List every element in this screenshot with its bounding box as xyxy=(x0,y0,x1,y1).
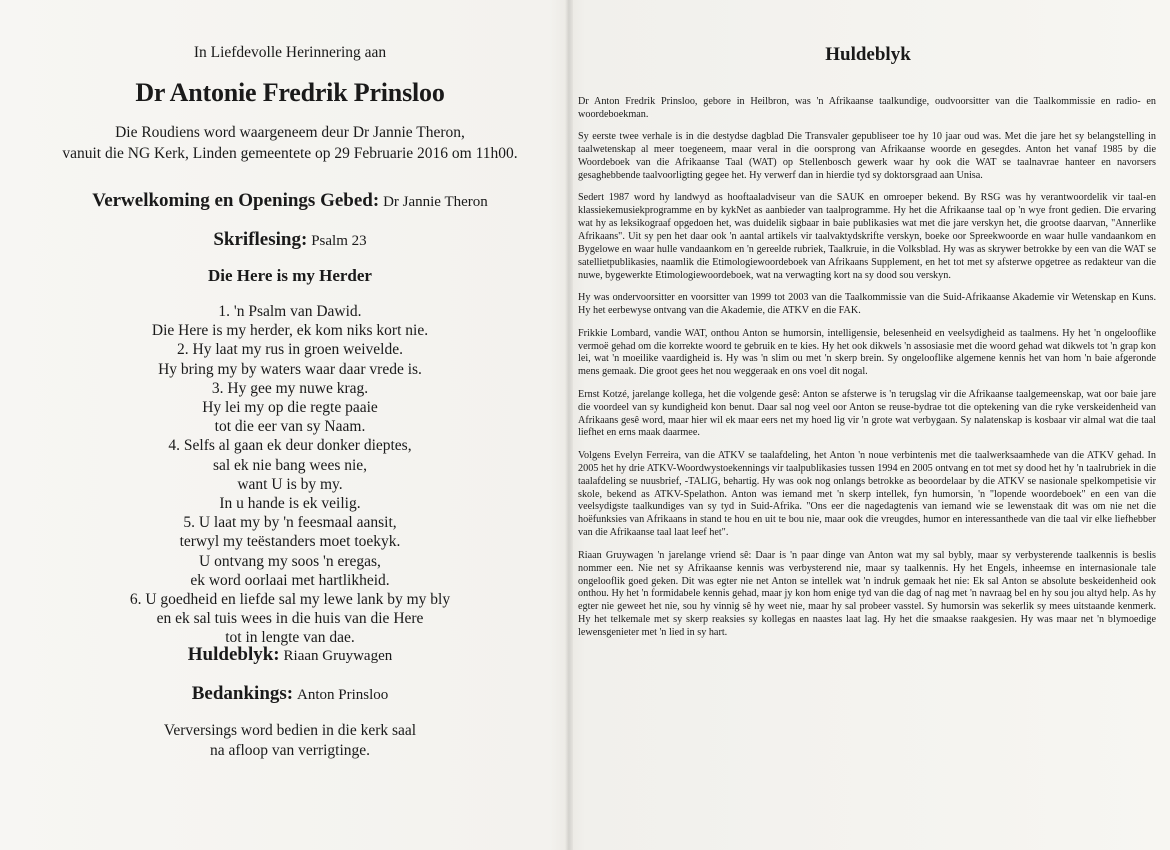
footer-line: na afloop van verrigtinge. xyxy=(209,742,371,759)
page-fold xyxy=(565,0,573,850)
tribute-paragraph: Hy was ondervoorsitter en voorsitter van 1999 tot 2003 van die Taalkommissie van die Suid-Afrikaanse Akademie vir Wetenskap en Kuns. Hy het eerbewyse ontvang van die Akademie, die ATKV en die FAK. xyxy=(578,292,1156,317)
psalm-line: 3. Hy gee my nuwe krag. xyxy=(211,379,369,397)
tribute-text xyxy=(578,96,1156,650)
psalm-line: want U is by my. xyxy=(237,475,343,493)
tribute-paragraph: Dr Anton Fredrik Prinsloo, gebore in Heilbron, was 'n Afrikaanse taalkundige, oudvoorsitter van die Taalkommissie en radio- en woordeboekman. xyxy=(578,96,1156,120)
tribute-label: Huldeblyk: xyxy=(187,644,280,665)
thanks-section xyxy=(20,683,560,705)
psalm-line: tot die eer van sy Naam. xyxy=(214,418,366,436)
psalm-line: 4. Selfs al gaan ek deur donker dieptes, xyxy=(168,437,412,455)
psalm-line: Die Here is my herder, ek kom niks kort nie. xyxy=(151,322,429,340)
service-details xyxy=(20,122,560,164)
tribute-paragraph: Riaan Gruywagen 'n jarelange vriend sê: Daar is 'n paar dinge van Anton wat my sal bybly, maar sy verbysterende taalkennis is beslis nommer een. Nie net sy Afrikaanse kennis was verbysterend nie, maar sy taalkennis. Hy het Engels, inheemse en internasionale tale ongelooflik goed geken. Dit was egter nie net Anton se intellek wat 'n indruk gemaak het nie: Ek sal Anton se absolute beskeidenheid ook onthou. Hy het 'n formidabele kennis gehad, maar jy kon hom enige tyd van die dag of nag met 'n navraag bel en hy sou jou altyd help. As hy egter nie geweet het nie, sou hy vinnig sê hy weet nie, maar hy sal probeer vasstel. Sy humorsin was sekerlik sy mees uitstaande kenmerk. Hy het telkemale met sy skerp reaksies sy kollegas en naastes laat lag. Hy het die smaakse raakgesien. Hy was maar net 'n blymoedige lewensgenieter met 'n lied in sy hart. xyxy=(578,549,1156,639)
tribute-title: Huldeblyk xyxy=(825,44,911,65)
welcome-section xyxy=(20,190,560,212)
program-page xyxy=(20,0,560,850)
reading-value: Psalm 23 xyxy=(311,233,367,249)
tribute-paragraph: Ernst Kotzé, jarelange kollega, het die volgende gesê: Anton se afsterwe is 'n terugslag vir die Afrikaanse taalgemeenskap, wat oor baie jare die voordeel van sy kundigheid kon benut. Daar sal nog veel oor Anton se reuse-bydrae tot die optekening van die ryke verskeidenheid van Afrikaans gesê word, maar hier wil ek maar eers net my hoed lig vir 'n grote wat verbygaan. Sy nalatenskap is kosbaar vir almal wat die taal liefhet en erns maak daarmee. xyxy=(578,388,1156,439)
psalm-line: Hy bring my by waters waar daar vrede is. xyxy=(158,360,422,378)
welcome-label: Verwelkoming en Openings Gebed: xyxy=(92,190,380,211)
tribute-value: Riaan Gruywagen xyxy=(283,648,393,664)
deceased-name: Dr Antonie Fredrik Prinsloo xyxy=(135,78,445,107)
psalm-line: 1. 'n Psalm van Dawid. xyxy=(218,303,362,320)
service-line: vanuit die NG Kerk, Linden gemeentete op 29 Februarie 2016 om 11h00. xyxy=(62,145,518,162)
psalm-line: sal ek nie bang wees nie, xyxy=(212,456,368,474)
psalm-line: ek word oorlaai met hartlikheid. xyxy=(190,571,390,589)
service-line: Die Roudiens word waargeneem deur Dr Jannie Theron, xyxy=(115,124,465,141)
psalm-line: 6. U goedheid en liefde sal my lewe lank by my bly xyxy=(129,591,451,609)
tribute-paragraph: Frikkie Lombard, vandie WAT, onthou Anton se humorsin, intelligensie, belesenheid en veelsydigheid as taalmens. Hy het 'n ongelooflike vermoë gehad om die korrekte woord te gebruik en te kies. Hy het ook dikwels 'n assosiasie met die woord gehad wat dikwels tot 'n grap kon lei, wat 'n moeilike vaardigheid is. Hy was 'n slim ou met 'n skerp brein. Sy ongelooflike algemene kennis het van hom 'n baie afgeronde mens gemaak. Die groot gees het nou weggeraak en ons voel dit nogal. xyxy=(578,327,1156,378)
psalm-line: In u hande is ek veilig. xyxy=(219,495,361,513)
psalm-line: 5. U laat my by 'n feesmaal aansit, xyxy=(183,514,397,532)
psalm-line: tot in lengte van dae. xyxy=(225,629,355,647)
reading-label: Skriflesing: xyxy=(213,229,308,250)
reading-section xyxy=(20,229,560,251)
psalm-line: U ontvang my soos 'n eregas, xyxy=(199,552,381,570)
psalm-line: 2. Hy laat my rus in groen weivelde. xyxy=(177,341,403,359)
tribute-page xyxy=(578,0,1158,850)
psalm-title: Die Here is my Herder xyxy=(208,266,372,285)
tribute-section xyxy=(20,644,560,666)
tribute-paragraph: Sy eerste twee verhale is in die destydse dagblad Die Transvaler gepubliseer toe hy 10 jaar oud was. Met die jare het sy belangstelling in taalwetenskap al meer toegeneem, maar veral in die oorsprong van Afrikaanse woorde en gesegdes. Anton het vanaf 1985 by die Woordeboek van die Afrikaanse Taal (WAT) op Stellenbosch gewerk waar hy ook die WAT se taalnavrae hanteer en navorsers gesaghebbende taalvoorligting gegee het. Hy verwerf dan in hierdie tyd sy doktorsgraad aan Unisa. xyxy=(578,131,1156,182)
welcome-value: Dr Jannie Theron xyxy=(383,194,488,210)
thanks-value: Anton Prinsloo xyxy=(296,687,389,703)
tribute-paragraph: Sedert 1987 word hy landwyd as hooftaaladviseur van die SAUK en omroeper bekend. By RSG was hy verantwoordelik vir taal-en klassiekemusiekprogramme en by kykNet as aanbieder van taalprogramme. Hy het die Afrikaanse taal op 'n wye front gedien. Die ervaring wat hy as leksikograaf opgedoen het, was duidelik sigbaar in baie publikasies wat met die jare verskyn het, die grootse daarvan, "Annerlike Afrikaans". Uit sy pen het daar ook 'n aantal artikels vir taalvaktydskrifte verskyn, boeke oor Spreekwoorde en waar hulle vandaankom en Bygelowe en waar hulle vandaankom en 'n gereelde rubriek, Taalkruie, in die Volksblad. Hy was as skrywer betrokke by een van die WAT se satellietpublikasies, naamlik die Etimologiewoordeboek van Afrikaans Supplement, en het tot met sy afsterwe opgetree as redakteur van die nuwe, bygewerkte Etimologiewoordeboek, wat na verwagting kort na sy dood sou verskyn. xyxy=(578,192,1156,281)
psalm-text xyxy=(20,302,560,648)
refreshments-note xyxy=(20,721,560,761)
psalm-line: terwyl my teëstanders moet toekyk. xyxy=(179,533,401,551)
tribute-paragraph: Volgens Evelyn Ferreira, van die ATKV se taalafdeling, het Anton 'n noue verbintenis met die taalwerksaamhede van die ATKV gehad. In 2005 het hy drie ATKV-Woordwystoekennings vir taalpublikasies tussen 1994 en 2005 ontvang en tot met sy dood het hy 'n taalrubriek in die taalafdeling se nuusbrief, -TALIG, behartig. Hy was ook nog onlangs betrokke as beoordelaar by die ATKV se nasionale spelkompetisie vir skole, bekend as ATKV-Spelathon. Anton was iemand met 'n skerp intellek, fyn humorsin, 'n "lopende woordeboek" en een van die veelsydigste taalkundiges van sy tyd in Suid-Afrika. "Ons eer die nagedagtenis van iemand wie se lewenstaak dit was om nie net die hoëfunksies van Afrikaans in stand te hou en uit te bou nie, maar ook die vreugdes, humor en interessanthede van die taal vir elke liefhebber van die Afrikaanse taal laat leef het". xyxy=(578,449,1156,539)
psalm-line: Hy lei my op die regte paaie xyxy=(202,399,378,417)
footer-line: Verversings word bedien in die kerk saal xyxy=(163,722,417,739)
thanks-label: Bedankings: xyxy=(191,683,294,704)
intro-line: In Liefdevolle Herinnering aan xyxy=(193,44,387,61)
psalm-line: en ek sal tuis wees in die huis van die Here xyxy=(156,610,424,628)
